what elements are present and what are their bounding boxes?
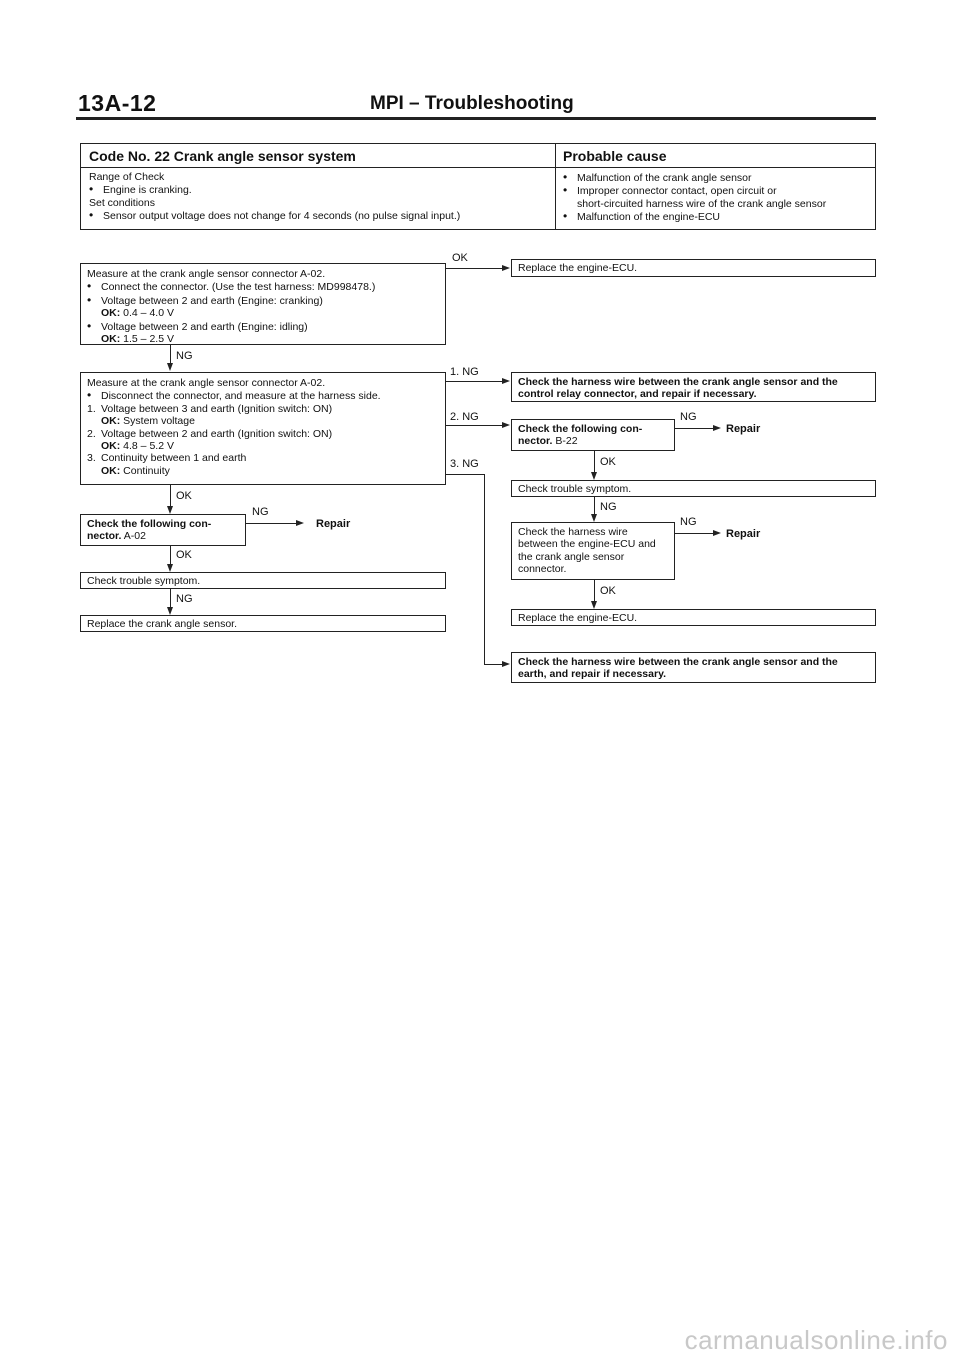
arrow-right	[502, 422, 510, 428]
arrow-right	[502, 378, 510, 384]
ng3-label: 3. NG	[450, 458, 479, 470]
connector-line	[594, 497, 595, 514]
step2-bullet: • Disconnect the connector, and measure at the harness side.	[87, 389, 439, 402]
ok-value: 0.4 – 4.0 V	[123, 307, 174, 320]
code-title: Code No. 22 Crank angle sensor system	[89, 148, 356, 164]
arrow-down	[167, 564, 173, 572]
ok-label: OK	[600, 585, 616, 597]
connector-line	[170, 345, 171, 363]
arrow-down	[591, 472, 597, 480]
check-relay-harness-box	[511, 372, 876, 402]
step2-item: Voltage between 2 and earth (Ignition switch: ON)	[101, 427, 333, 440]
range-heading: Range of Check	[89, 171, 165, 183]
arrow-down	[591, 601, 597, 609]
ok-value: System voltage	[123, 415, 195, 428]
step2-item: Voltage between 3 and earth (Ignition switch: ON)	[101, 402, 333, 415]
ok-label: OK	[176, 490, 192, 502]
check-earth-harness-box	[511, 652, 876, 683]
check-connector-b22-box	[511, 419, 675, 451]
connector-line	[446, 268, 502, 269]
arrow-right	[296, 520, 304, 526]
ok-label: OK	[176, 549, 192, 561]
box-text: Check the harness wire between the crank angle sensor and the	[518, 656, 838, 668]
ok-value: Continuity	[123, 464, 170, 477]
check-trouble-symptom-box-right	[511, 480, 876, 497]
connector-line	[446, 474, 484, 475]
connector-line	[484, 664, 502, 665]
step2-measure-box	[80, 372, 446, 485]
check-trouble-symptom-box-left	[80, 572, 446, 589]
ok-label: OK:	[101, 464, 121, 477]
item-number: 2.	[87, 427, 96, 440]
range-of-check	[89, 171, 549, 223]
box-text: control relay connector, and repair if necessary.	[518, 388, 757, 401]
ng-label: NG	[176, 350, 193, 362]
watermark-text: carmanualsonline.info	[684, 1325, 948, 1355]
box-text: the crank angle sensor	[518, 550, 625, 563]
connector-line	[675, 428, 713, 429]
ok-label: OK	[600, 456, 616, 468]
replace-ecu-box-2	[511, 609, 876, 626]
connector-line	[594, 580, 595, 601]
box-text: Check trouble symptom.	[518, 483, 632, 495]
repair-label: Repair	[316, 518, 351, 530]
repair-label: Repair	[726, 528, 761, 540]
arrow-down	[167, 363, 173, 371]
ok-label: OK:	[101, 333, 121, 346]
box-text: nector.	[87, 530, 122, 543]
connector-line	[170, 485, 171, 506]
box-text: Check trouble symptom.	[87, 575, 201, 587]
item-number: 3.	[87, 452, 96, 465]
connector-line	[170, 546, 171, 564]
box-text: Check the harness wire between the crank angle sensor and the	[518, 376, 838, 388]
arrow-down	[591, 514, 597, 522]
check-connector-a02-box	[80, 514, 246, 546]
connector-line	[594, 451, 595, 472]
page-title: MPI – Troubleshooting	[370, 93, 574, 114]
page-number: 13A-12	[78, 90, 157, 116]
replace-ecu-box	[511, 259, 876, 277]
ng-label: NG	[176, 593, 193, 605]
step2-title: Measure at the crank angle sensor connector A-02.	[87, 377, 326, 389]
range-item: • Engine is cranking.	[89, 183, 549, 196]
connector-line	[484, 474, 485, 664]
step1-bullet: • Voltage between 2 and earth (Engine: idling)	[87, 320, 439, 333]
arrow-right	[502, 265, 510, 271]
cause-item: • Malfunction of the crank angle sensor	[563, 171, 869, 184]
header-rule	[76, 117, 876, 120]
ng-label: NG	[600, 501, 617, 513]
arrow-right	[502, 661, 510, 667]
box-text: nector.	[518, 435, 553, 448]
ng-label: NG	[680, 516, 697, 528]
connector-line	[170, 589, 171, 607]
connector-line	[446, 425, 502, 426]
arrow-down	[167, 607, 173, 615]
ok-label: OK:	[101, 307, 121, 320]
check-harness-ecu-box	[511, 522, 675, 580]
box-text: between the engine-ECU and	[518, 538, 656, 551]
box-text: connector.	[518, 563, 567, 576]
code-table	[80, 143, 876, 230]
arrow-down	[167, 506, 173, 514]
connector-line	[675, 533, 713, 534]
step1-bullet: • Voltage between 2 and earth (Engine: cranking)	[87, 294, 439, 307]
table-column-divider	[555, 144, 556, 229]
ok-label: OK:	[101, 440, 121, 453]
step1-measure-box	[80, 263, 446, 345]
ng-label: NG	[680, 411, 697, 423]
ok-label: OK:	[101, 415, 121, 428]
step2-item: Continuity between 1 and earth	[101, 452, 247, 465]
repair-label: Repair	[726, 423, 761, 435]
step1-title: Measure at the crank angle sensor connector A-02.	[87, 268, 326, 280]
box-text: Replace the engine-ECU.	[518, 262, 638, 274]
ok-value: 4.8 – 5.2 V	[123, 440, 174, 453]
box-text: Check the following con-	[87, 518, 212, 530]
box-text: Replace the engine-ECU.	[518, 612, 638, 624]
cause-item: • Improper connector contact, open circuit or	[563, 184, 869, 197]
table-header-divider	[81, 167, 875, 168]
box-text: earth, and repair if necessary.	[518, 668, 667, 681]
arrow-right	[713, 425, 721, 431]
ok-value: 1.5 – 2.5 V	[123, 333, 174, 346]
set-heading: Set conditions	[89, 196, 155, 209]
arrow-right	[713, 530, 721, 536]
connector-line	[246, 523, 296, 524]
probable-causes	[563, 171, 869, 224]
set-item: • Sensor output voltage does not change for 4 seconds (no pulse signal input.)	[89, 209, 549, 222]
box-text: Check the harness wire	[518, 526, 628, 538]
ng2-label: 2. NG	[450, 411, 479, 423]
box-text: Check the following con-	[518, 423, 643, 435]
connector-id: A-02	[123, 530, 146, 543]
cause-item: • Malfunction of the engine-ECU	[563, 210, 869, 223]
ok-label: OK	[452, 252, 468, 264]
ng-label: NG	[252, 506, 269, 518]
box-text: Replace the crank angle sensor.	[87, 618, 238, 630]
item-number: 1.	[87, 402, 96, 415]
ng1-label: 1. NG	[450, 366, 479, 378]
replace-sensor-box	[80, 615, 446, 632]
connector-line	[446, 381, 502, 382]
probable-cause-title: Probable cause	[563, 148, 667, 164]
step1-bullet: • Connect the connector. (Use the test harness: MD998478.)	[87, 280, 439, 293]
cause-item-continued: short-circuited harness wire of the crank angle sensor	[577, 197, 827, 210]
connector-id: B-22	[555, 435, 578, 448]
